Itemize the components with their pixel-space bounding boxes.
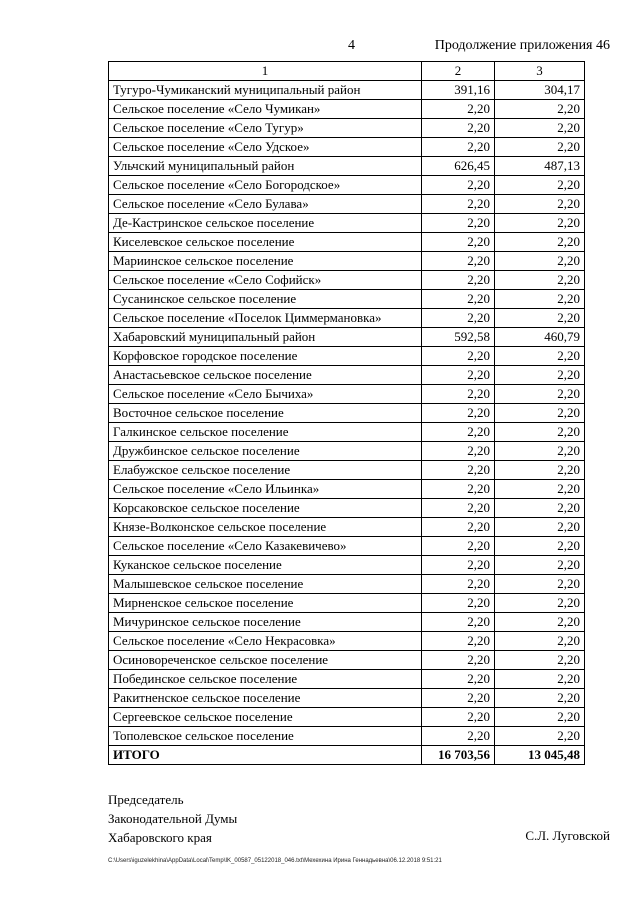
table-row (109, 328, 585, 347)
signature-title-line-3: Хабаровского края (108, 830, 212, 845)
table-row (109, 233, 585, 252)
signature-title-line-1: Председатель (108, 792, 184, 807)
budget-table (108, 61, 585, 765)
row-name-cell: Побединское сельское поселение (109, 670, 422, 689)
row-name-cell: Тополевское сельское поселение (109, 727, 422, 746)
row-name-cell: Сельское поселение «Село Казакевичево» (109, 537, 422, 556)
row-value-col3-cell: 2,20 (495, 708, 585, 727)
table-row (109, 461, 585, 480)
table-row (109, 404, 585, 423)
row-value-col3-cell: 2,20 (495, 195, 585, 214)
row-value-col3-cell: 2,20 (495, 632, 585, 651)
row-name-cell: Князе-Волконское сельское поселение (109, 518, 422, 537)
row-name-cell: Елабужское сельское поселение (109, 461, 422, 480)
table-row (109, 556, 585, 575)
table-row (109, 442, 585, 461)
row-value-col3-cell: 2,20 (495, 651, 585, 670)
row-value-col2-cell: 626,45 (422, 157, 495, 176)
table-row (109, 366, 585, 385)
signature-title-line-2: Законодательной Думы (108, 811, 238, 826)
table-row (109, 176, 585, 195)
row-name-cell: Сельское поселение «Село Ильинка» (109, 480, 422, 499)
row-value-col2-cell: 2,20 (422, 708, 495, 727)
table-row (109, 385, 585, 404)
row-name-cell: Сельское поселение «Село Богородское» (109, 176, 422, 195)
row-name-cell: Куканское сельское поселение (109, 556, 422, 575)
row-name-cell: Мариинское сельское поселение (109, 252, 422, 271)
row-value-col2-cell: 2,20 (422, 366, 495, 385)
row-value-col2-cell: 592,58 (422, 328, 495, 347)
table-body (109, 62, 585, 765)
row-value-col2-cell: 2,20 (422, 214, 495, 233)
row-value-col3-cell: 2,20 (495, 727, 585, 746)
table-row (109, 480, 585, 499)
row-value-col3-cell: 2,20 (495, 689, 585, 708)
row-name-cell: Сельское поселение «Село Чумикан» (109, 100, 422, 119)
table-row (109, 708, 585, 727)
row-value-col3-cell: 2,20 (495, 613, 585, 632)
row-value-col2-cell: 2,20 (422, 670, 495, 689)
row-name-cell: Киселевское сельское поселение (109, 233, 422, 252)
row-name-cell: Сергеевское сельское поселение (109, 708, 422, 727)
row-value-col2-cell: 2,20 (422, 404, 495, 423)
row-value-col3-cell: 2,20 (495, 461, 585, 480)
row-value-col2-cell: 2,20 (422, 518, 495, 537)
table-row (109, 575, 585, 594)
table-header-row (109, 62, 585, 81)
row-value-col3-cell: 2,20 (495, 233, 585, 252)
signer-name: С.Л. Луговской (525, 828, 610, 843)
row-value-col2-cell: 2,20 (422, 594, 495, 613)
row-value-col3-cell: 2,20 (495, 556, 585, 575)
row-name-cell: Сельское поселение «Село Некрасовка» (109, 632, 422, 651)
page-number: 4 (348, 38, 355, 53)
row-value-col2-cell: 2,20 (422, 271, 495, 290)
row-value-col2-cell: 2,20 (422, 575, 495, 594)
row-name-cell: Сельское поселение «Село Софийск» (109, 271, 422, 290)
table-row (109, 138, 585, 157)
column-header-2: 2 (422, 62, 495, 81)
row-value-col2-cell: 2,20 (422, 100, 495, 119)
row-value-col2-cell: 2,20 (422, 119, 495, 138)
row-name-cell: Сельское поселение «Поселок Циммермановка» (109, 309, 422, 328)
row-value-col3-cell: 2,20 (495, 404, 585, 423)
table-row (109, 214, 585, 233)
row-value-col3-cell: 2,20 (495, 385, 585, 404)
table-row (109, 613, 585, 632)
row-value-col2-cell: 2,20 (422, 252, 495, 271)
row-value-col2-cell: 391,16 (422, 81, 495, 100)
row-value-col3-cell: 2,20 (495, 138, 585, 157)
row-value-col2-cell: 2,20 (422, 309, 495, 328)
table-row (109, 252, 585, 271)
total-col3-cell: 13 045,48 (495, 746, 585, 765)
row-value-col3-cell: 2,20 (495, 119, 585, 138)
row-value-col3-cell: 2,20 (495, 309, 585, 328)
row-name-cell: Галкинское сельское поселение (109, 423, 422, 442)
table-row (109, 651, 585, 670)
row-name-cell: Хабаровский муниципальный район (109, 328, 422, 347)
total-label-cell: ИТОГО (109, 746, 422, 765)
row-value-col2-cell: 2,20 (422, 176, 495, 195)
row-value-col2-cell: 2,20 (422, 195, 495, 214)
table-row (109, 537, 585, 556)
row-value-col3-cell: 2,20 (495, 518, 585, 537)
row-value-col2-cell: 2,20 (422, 347, 495, 366)
table-row (109, 81, 585, 100)
row-value-col3-cell: 460,79 (495, 328, 585, 347)
row-value-col2-cell: 2,20 (422, 138, 495, 157)
column-header-1: 1 (109, 62, 422, 81)
footer-file-path: C:\Users\iguzelekhina\AppData\Local\Temp\IK_00587_05122018_046.txt\Мехехина Ирина Геннадьевна\06.12.2018 9:51:21 (108, 858, 442, 864)
row-name-cell: Сельское поселение «Село Удское» (109, 138, 422, 157)
row-name-cell: Корфовское городское поселение (109, 347, 422, 366)
row-value-col2-cell: 2,20 (422, 290, 495, 309)
row-name-cell: Сельское поселение «Село Тугур» (109, 119, 422, 138)
row-name-cell: Осиновореченское сельское поселение (109, 651, 422, 670)
row-name-cell: Сельское поселение «Село Булава» (109, 195, 422, 214)
row-value-col2-cell: 2,20 (422, 556, 495, 575)
row-value-col3-cell: 2,20 (495, 214, 585, 233)
table-row (109, 290, 585, 309)
row-value-col3-cell: 2,20 (495, 575, 585, 594)
row-value-col2-cell: 2,20 (422, 442, 495, 461)
row-value-col3-cell: 2,20 (495, 366, 585, 385)
row-value-col2-cell: 2,20 (422, 480, 495, 499)
total-col2-cell: 16 703,56 (422, 746, 495, 765)
row-name-cell: Восточное сельское поселение (109, 404, 422, 423)
row-value-col2-cell: 2,20 (422, 632, 495, 651)
row-value-col3-cell: 2,20 (495, 271, 585, 290)
row-value-col2-cell: 2,20 (422, 689, 495, 708)
row-name-cell: Малышевское сельское поселение (109, 575, 422, 594)
row-name-cell: Де-Кастринское сельское поселение (109, 214, 422, 233)
table-row (109, 195, 585, 214)
row-name-cell: Сельское поселение «Село Бычиха» (109, 385, 422, 404)
row-value-col3-cell: 2,20 (495, 442, 585, 461)
row-value-col3-cell: 2,20 (495, 594, 585, 613)
row-value-col3-cell: 2,20 (495, 670, 585, 689)
total-row (109, 746, 585, 765)
table-row (109, 119, 585, 138)
table-row (109, 309, 585, 328)
row-value-col2-cell: 2,20 (422, 651, 495, 670)
row-name-cell: Мирненское сельское поселение (109, 594, 422, 613)
column-header-3: 3 (495, 62, 585, 81)
row-value-col3-cell: 487,13 (495, 157, 585, 176)
row-value-col3-cell: 2,20 (495, 176, 585, 195)
row-value-col3-cell: 2,20 (495, 480, 585, 499)
row-value-col3-cell: 304,17 (495, 81, 585, 100)
row-value-col2-cell: 2,20 (422, 461, 495, 480)
row-name-cell: Ракитненское сельское поселение (109, 689, 422, 708)
row-value-col3-cell: 2,20 (495, 499, 585, 518)
row-name-cell: Мичуринское сельское поселение (109, 613, 422, 632)
row-value-col3-cell: 2,20 (495, 100, 585, 119)
row-value-col3-cell: 2,20 (495, 347, 585, 366)
table-row (109, 670, 585, 689)
row-value-col2-cell: 2,20 (422, 613, 495, 632)
table-row (109, 100, 585, 119)
table-row (109, 689, 585, 708)
signature-block (108, 790, 237, 847)
row-value-col3-cell: 2,20 (495, 290, 585, 309)
row-value-col2-cell: 2,20 (422, 385, 495, 404)
table-row (109, 157, 585, 176)
table-row (109, 727, 585, 746)
table-row (109, 499, 585, 518)
appendix-continuation-label: Продолжение приложения 46 (434, 38, 610, 53)
row-value-col2-cell: 2,20 (422, 537, 495, 556)
table-row (109, 271, 585, 290)
table-row (109, 518, 585, 537)
table-row (109, 632, 585, 651)
row-name-cell: Тугуро-Чумиканский муниципальный район (109, 81, 422, 100)
row-value-col3-cell: 2,20 (495, 252, 585, 271)
row-value-col2-cell: 2,20 (422, 423, 495, 442)
row-value-col2-cell: 2,20 (422, 499, 495, 518)
row-value-col3-cell: 2,20 (495, 423, 585, 442)
row-name-cell: Анастасьевское сельское поселение (109, 366, 422, 385)
row-value-col3-cell: 2,20 (495, 537, 585, 556)
row-name-cell: Ульчский муниципальный район (109, 157, 422, 176)
row-value-col2-cell: 2,20 (422, 727, 495, 746)
table-row (109, 423, 585, 442)
row-name-cell: Сусанинское сельское поселение (109, 290, 422, 309)
row-value-col2-cell: 2,20 (422, 233, 495, 252)
row-name-cell: Дружбинское сельское поселение (109, 442, 422, 461)
table-row (109, 347, 585, 366)
row-name-cell: Корсаковское сельское поселение (109, 499, 422, 518)
table-row (109, 594, 585, 613)
